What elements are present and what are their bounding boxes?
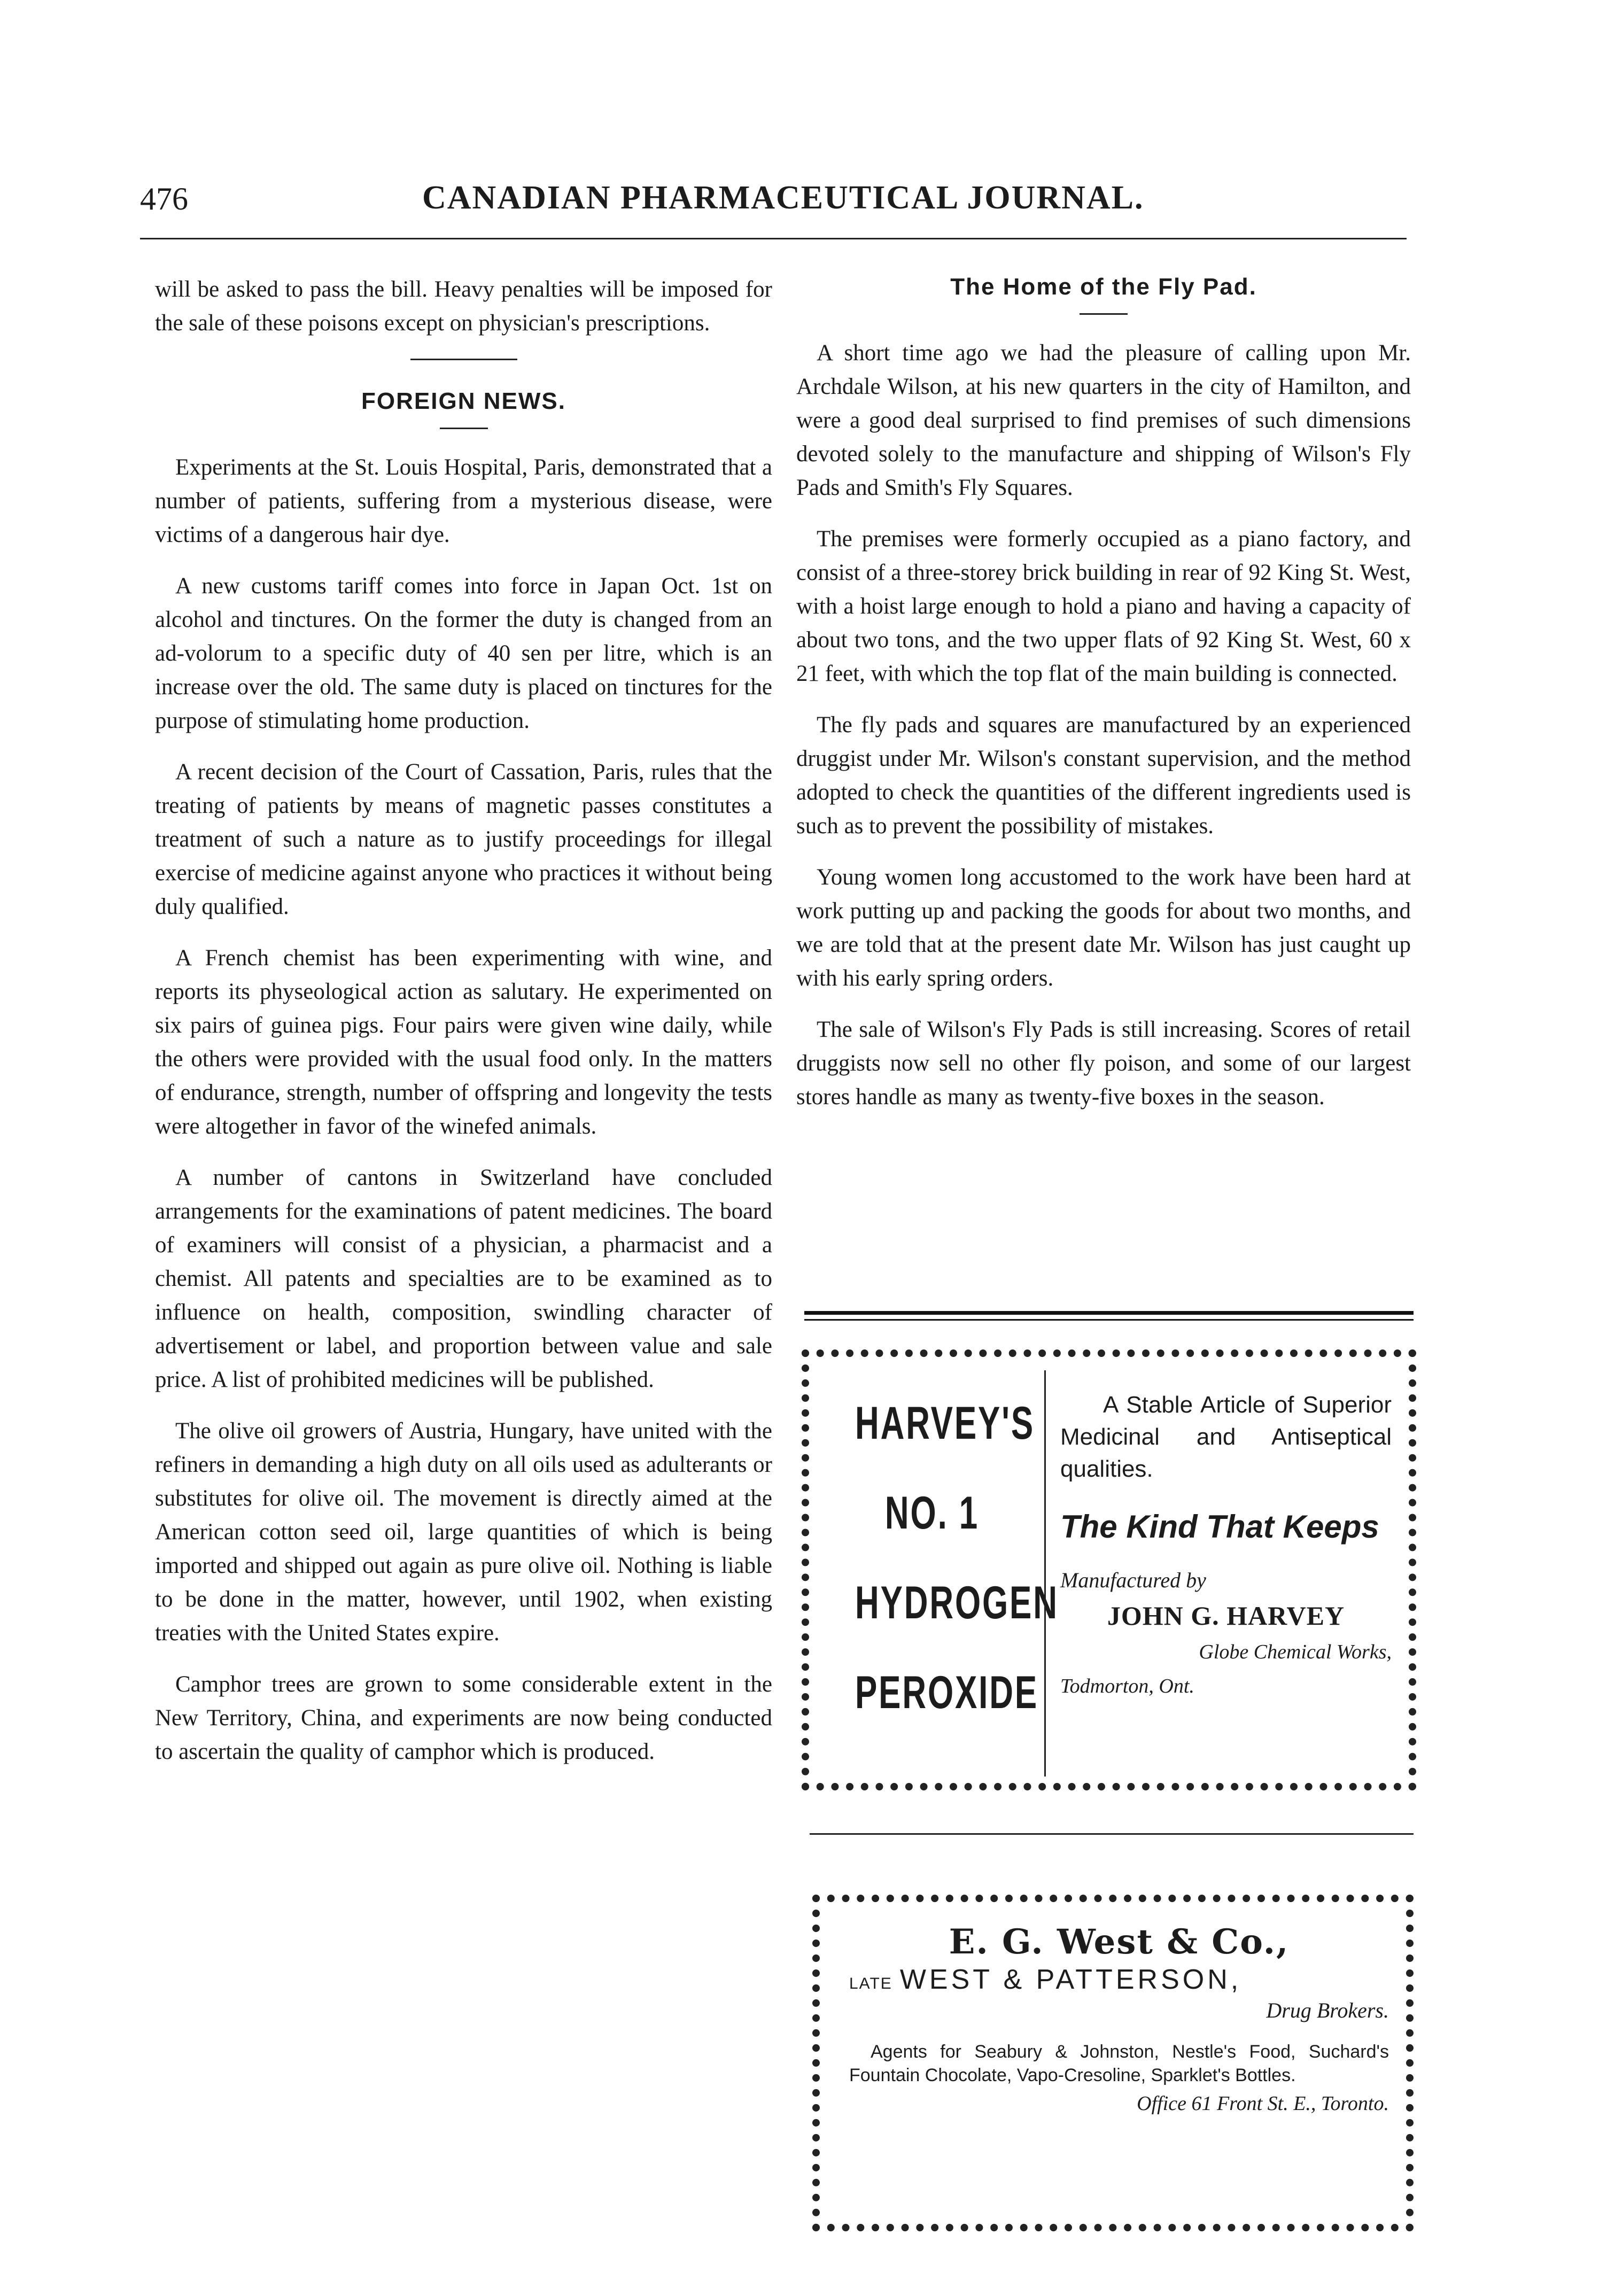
product-line: HARVEY'S (855, 1398, 1035, 1449)
ad-divider-rule (810, 1833, 1414, 1835)
news-paragraph: Experiments at the St. Louis Hospital, Paris, demonstrated that a number of patients, suffering from a mysterious disease, were victims of a dangerous hair dye. (155, 455, 772, 547)
late-word: LATE (849, 1975, 892, 1992)
product-line: HYDROGEN (855, 1577, 1059, 1628)
firm-name: E. G. West & Co., (949, 1922, 1290, 1962)
news-paragraph: A number of cantons in Switzerland have concluded arrangements for the examinations of patent medicines. The board of examiners will consist of a physician, a pharmacist and a chemist. All patents and specialties are to be examined as to influence on health, composition, swindling character of advertisement or label, and proportion between value and sale price. A list of prohibited medicines will be published. (155, 1165, 772, 1392)
foreign-news-heading: FOREIGN NEWS. (361, 388, 566, 414)
works-name: Globe Chemical Works, (1199, 1641, 1392, 1663)
harvey-product-name (855, 1378, 1059, 1737)
article-paragraph: A short time ago we had the pleasure of calling upon Mr. Archdale Wilson, at his new quarters in the city of Hamilton, and were a good deal surprised to find premises of such dimensions devoted solely to the manufacture and shipping of Wilson's Fly Pads and Smith's Fly Squares. (796, 340, 1411, 500)
agency-list: Agents for Seabury & Johnston, Nestle's Food, Suchard's Fountain Chocolate, Vapo-Cresoline, Sparklet's Bottles. (849, 2042, 1389, 2085)
news-paragraph: A recent decision of the Court of Cassation, Paris, rules that the treating of patients by means of magnetic passes constitutes a treatment of such a nature as to justify proceedings for illegal exercise of medicine against anyone who practices it without being duly qualified. (155, 759, 772, 919)
west-ad-content (849, 1922, 1389, 2117)
west-co-advertisement (812, 1895, 1414, 2231)
article-paragraph: The sale of Wilson's Fly Pads is still increasing. Scores of retail druggists now sell no other fly poison, and some of our largest stores handle as many as twenty-five boxes in the season. (796, 1017, 1411, 1110)
harvey-ad-details (1060, 1389, 1392, 1702)
product-line: NO. 1 (884, 1487, 980, 1539)
news-paragraph: A new customs tariff comes into force in Japan Oct. 1st on alcohol and tinctures. On the former the duty is changed from an ad-volorum to a specific duty of 40 sen per litre, which is an increase over the old. The same duty is placed on tinctures for the purpose of stimulating home production. (155, 573, 772, 733)
news-paragraph: A French chemist has been experimenting with wine, and reports its physeological action as salutary. He experimented on six pairs of guinea pigs. Four pairs were given wine daily, while the others were provided with the usual food only. In the matters of endurance, strength, number of offspring and longevity the tests were altogether in favor of the winefed animals. (155, 945, 772, 1139)
product-description: A Stable Article of Superior Medicinal and Antiseptical qualities. (1060, 1392, 1392, 1482)
page-number: 476 (140, 181, 188, 216)
harvey-peroxide-advertisement (802, 1349, 1416, 1790)
office-address: Office 61 Front St. E., Toronto. (1137, 2092, 1389, 2115)
intro-paragraph: will be asked to pass the bill. Heavy penalties will be imposed for the sale of these poisons except on physician's prescriptions. (155, 277, 772, 336)
article-paragraph: The fly pads and squares are manufactured by an experienced druggist under Mr. Wilson's constant supervision, and the method adopted to check the quantities of the different ingredients used is such as to prevent the possibility of mistakes. (796, 712, 1411, 839)
article-paragraph: The premises were formerly occupied as a piano factory, and consist of a three-storey brick building in rear of 92 King St. West, with a hoist large enough to hold a piano and having a capacity of about two tons, and the two upper flats of 92 King St. West, 60 x 21 feet, with which the top flat of the main building is connected. (796, 526, 1411, 686)
section-rule-bottom (440, 428, 488, 429)
left-column (155, 273, 772, 1786)
manufacturer-name: JOHN G. HARVEY (1107, 1601, 1345, 1631)
article-title-rule (1080, 313, 1128, 315)
fly-pad-article-title: The Home of the Fly Pad. (950, 274, 1257, 300)
right-column (796, 270, 1411, 1131)
journal-title: CANADIAN PHARMACEUTICAL JOURNAL. (422, 180, 1144, 216)
ad-vertical-divider (1044, 1370, 1046, 1777)
section-rule-top (410, 359, 517, 360)
news-paragraph: Camphor trees are grown to some considerable extent in the New Territory, China, and experiments are now being conducted to ascertain the quality of camphor which is produced. (155, 1672, 772, 1764)
manufactured-label: Manufactured by (1060, 1568, 1206, 1592)
former-firm-line (849, 1966, 1389, 1997)
firm-role: Drug Brokers. (1266, 1998, 1389, 2022)
news-paragraph: The olive oil growers of Austria, Hungary, have united with the refiners in demanding a high duty on all oils used as adulterants or substitutes for olive oil. The movement is directly aimed at the American cotton seed oil, large quantities of which is being imported and shipped out again as pure olive oil. Nothing is liable to be done in the matter, however, until 1902, when existing treaties with the United States expire. (155, 1418, 772, 1646)
article-paragraph: Young women long accustomed to the work have been hard at work putting up and packing the goods for about two months, and we are told that at the present date Mr. Wilson has just caught up with his early spring orders. (796, 865, 1411, 991)
header-rule (140, 238, 1407, 239)
former-firm-name: WEST & PATTERSON, (899, 1964, 1242, 1995)
product-tagline: The Kind That Keeps (1060, 1509, 1379, 1545)
heavy-divider-rule (804, 1311, 1414, 1315)
product-line: PEROXIDE (855, 1667, 1039, 1718)
thin-divider-rule (804, 1319, 1414, 1321)
works-town: Todmorton, Ont. (1060, 1675, 1194, 1697)
